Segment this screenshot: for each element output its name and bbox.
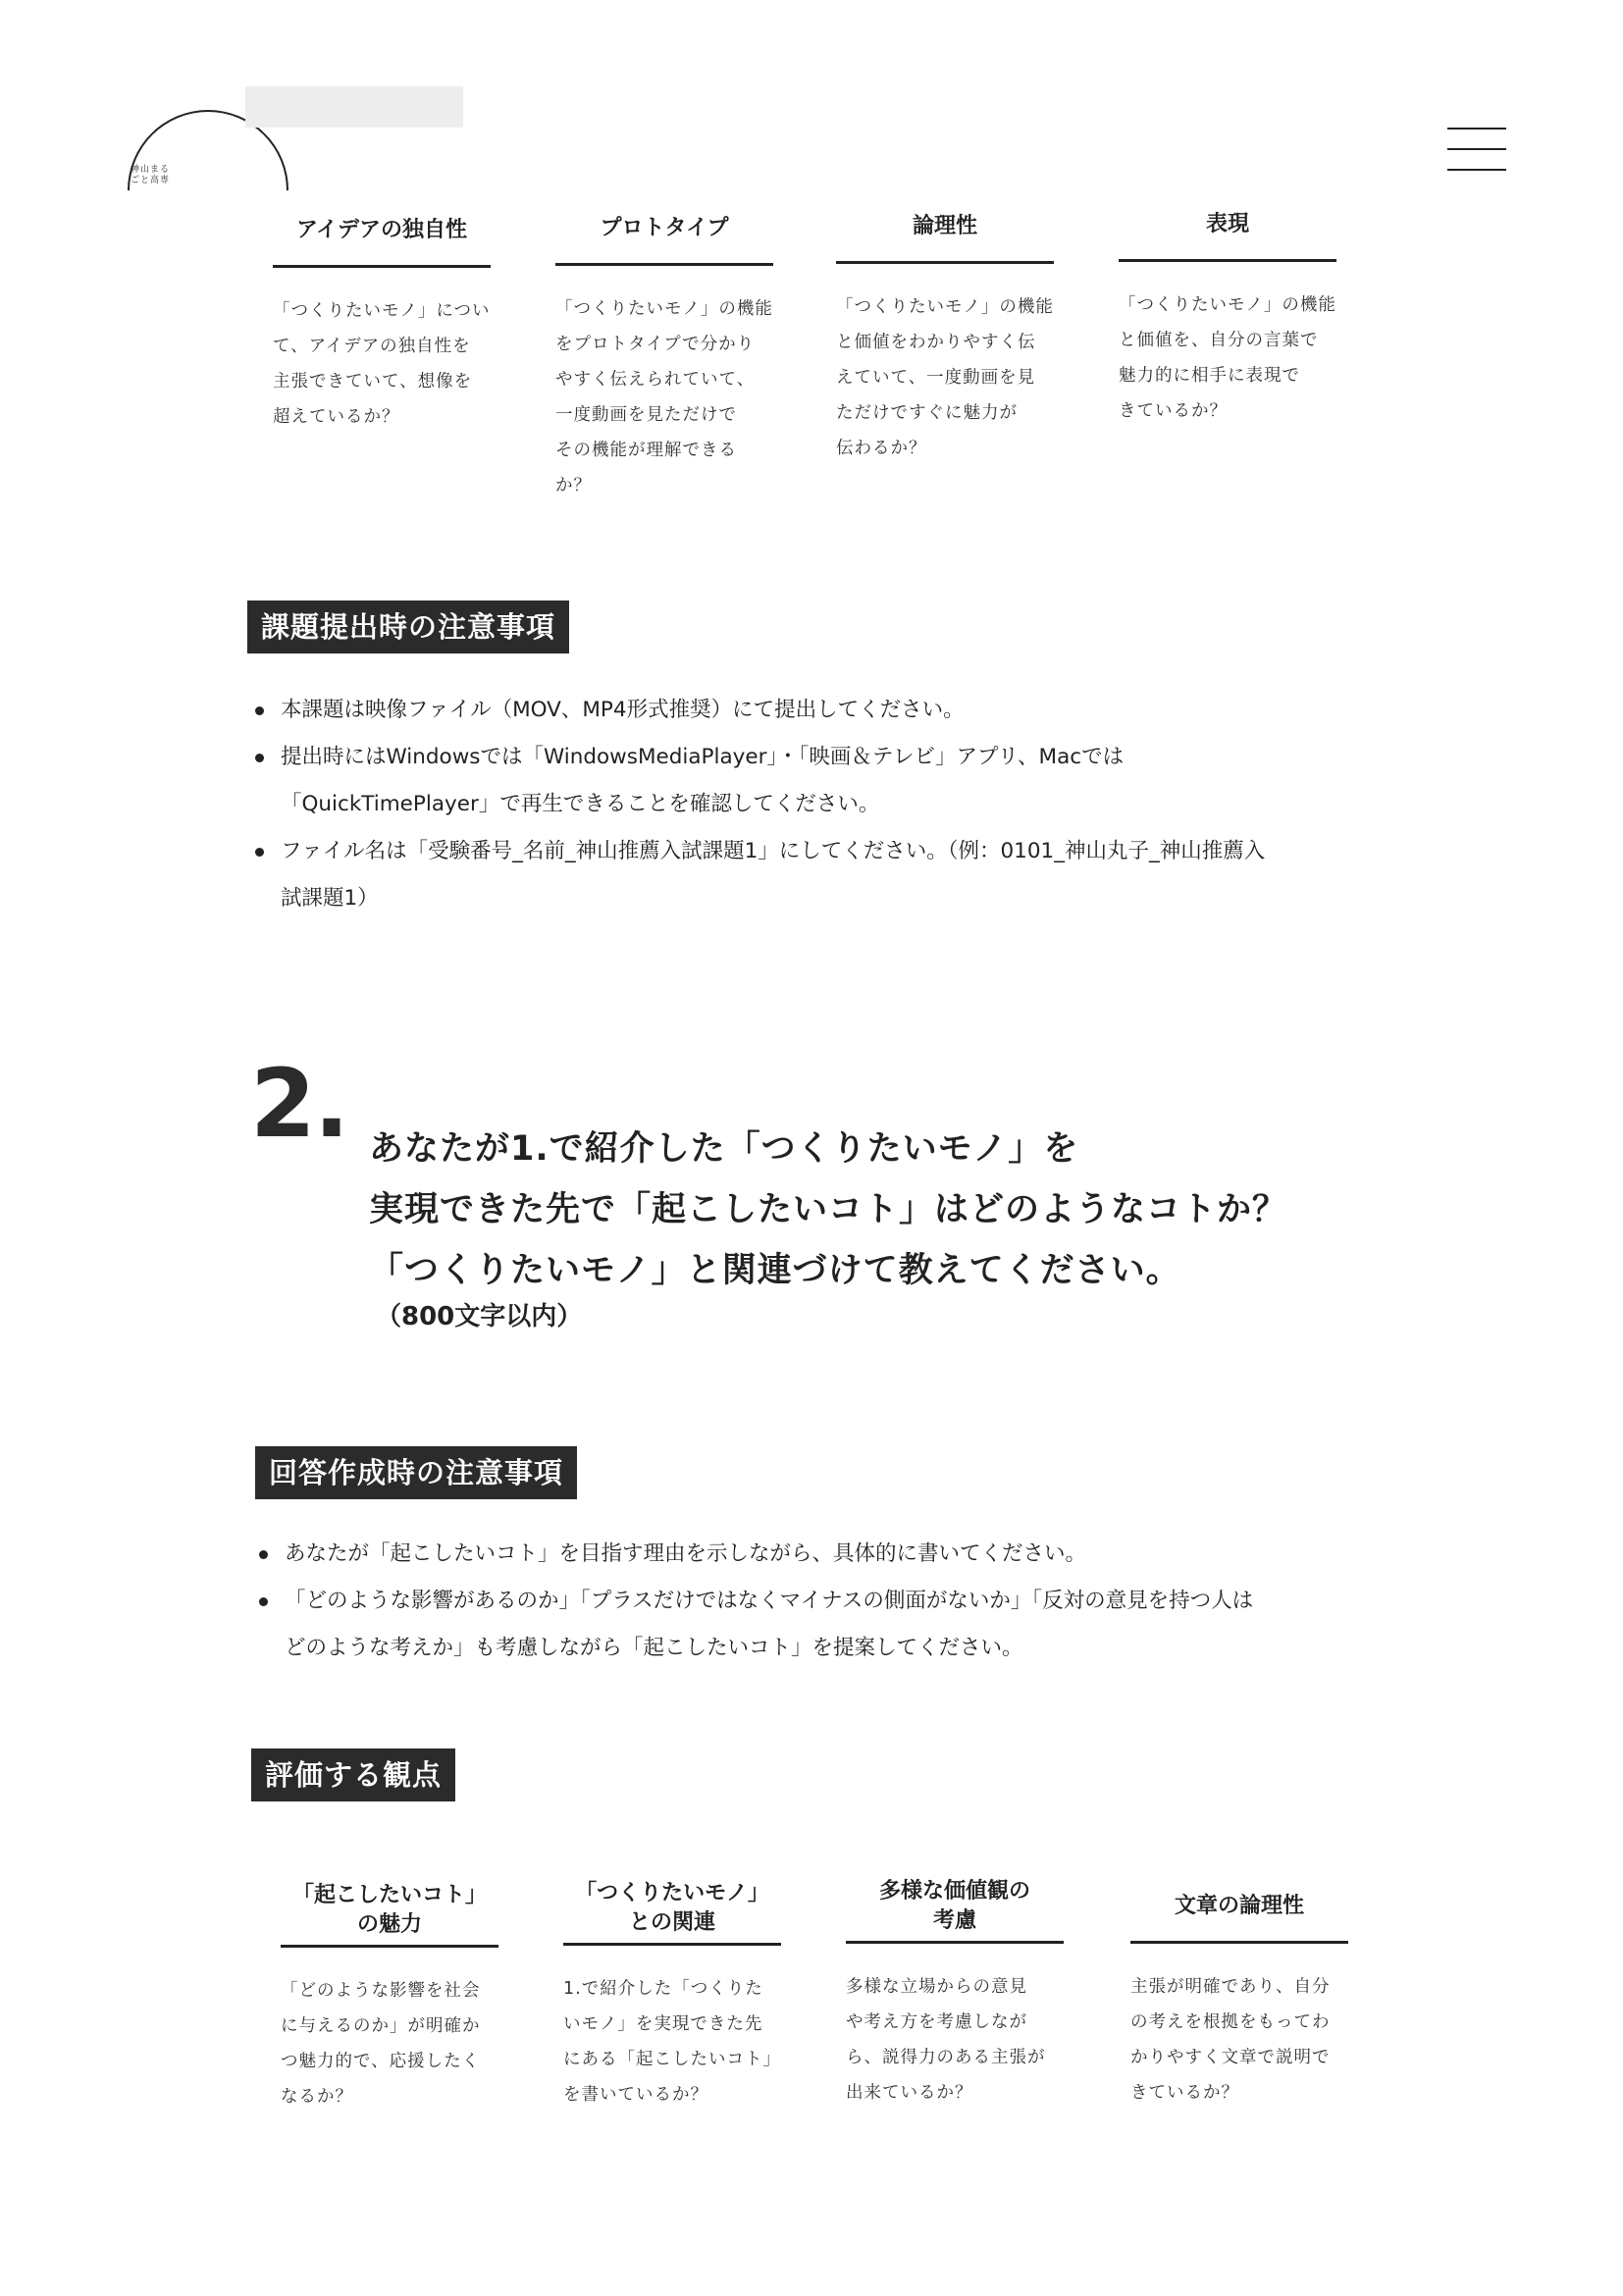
logo-text: 神山まるごと高専: [131, 165, 171, 185]
criterion-description: 多様な立場からの意見 や考え方を考慮しなが ら、説得力のある主張が 出来ているか？: [846, 1977, 1046, 2103]
criterion-originality: [273, 200, 491, 435]
menu-icon[interactable]: [1447, 128, 1506, 172]
criterion-title: 文章の論理性: [1174, 1894, 1304, 1918]
list-item: あなたが「起こしたいコト」を目指す理由を示しながら、具体的に書いてください。: [257, 1531, 1386, 1578]
criterion-writing-logic: [1130, 1876, 1348, 2111]
criterion-relation: [563, 1878, 781, 2113]
criterion-appeal: [281, 1880, 498, 2114]
criterion-title: アイデアの独自性: [295, 218, 468, 242]
submission-notes-list: [253, 687, 1382, 922]
criterion-title: プロトタイプ: [600, 216, 729, 240]
question-character-limit: （800文字以内）: [376, 1302, 583, 1331]
answer-notes-list: [257, 1531, 1386, 1672]
section-heading-evaluation: 評価する観点: [251, 1748, 455, 1801]
criterion-description: 「つくりたいモノ」の機能 と価値をわかりやすく伝 えていて、一度動画を見 ただけですぐに魅力が 伝わるか？: [836, 297, 1054, 458]
criterion-title: 表現: [1205, 212, 1249, 236]
criterion-description: 「つくりたいモノ」の機能 をプロトタイプで分かり やすく伝えられていて、 一度動画を見ただけで その機能が理解できる か？: [555, 299, 773, 496]
criterion-title: 「つくりたいモノ」 との関連: [575, 1881, 769, 1935]
criterion-logic: [836, 196, 1054, 466]
criterion-description: 「どのような影響を社会 に与えるのか」が明確か つ魅力的で、応援したく なるか？: [281, 1981, 481, 2107]
criterion-divider: [563, 1943, 781, 1946]
faded-header-title: [245, 86, 463, 128]
criterion-title: 論理性: [912, 214, 977, 238]
question-text: あなたが1.で紹介した「つくりたいモノ」を 実現できた先で「起こしたいコト」はどのようなコトか？ 「つくりたいモノ」と関連づけて教えてください。: [369, 1129, 1288, 1290]
criterion-divider: [1130, 1941, 1348, 1944]
section-heading-answer: 回答作成時の注意事項: [255, 1446, 577, 1499]
criterion-description: 「つくりたいモノ」につい て、アイデアの独自性を 主張できていて、想像を 超えているか？: [273, 301, 491, 427]
list-item: 提出時にはWindowsでは「WindowsMediaPlayer」・「映画＆テレビ」アプリ、Macでは 「QuickTimePlayer」で再生できることを確認してください。: [253, 734, 1382, 828]
criterion-expression: [1119, 194, 1336, 429]
criterion-title: 多様な価値観の 考慮: [878, 1879, 1030, 1933]
criterion-description: 1.で紹介した「つくりた いモノ」を実現できた先 にある「起こしたいコト」 を書いているか？: [563, 1979, 781, 2105]
criterion-divider: [846, 1941, 1064, 1944]
list-item: 「どのような影響があるのか」「プラスだけではなくマイナスの側面がないか」「反対の意見を持つ人は どのような考えか」も考慮しながら「起こしたいコト」を提案してください。: [257, 1578, 1386, 1672]
criterion-divider: [273, 265, 491, 268]
list-item: 本課題は映像ファイル（MOV、MP4形式推奨）にて提出してください。: [253, 687, 1382, 734]
criterion-divider: [836, 261, 1054, 264]
criterion-description: 主張が明確であり、自分 の考えを根拠をもってわ かりやすく文章で説明で きているか？: [1130, 1977, 1331, 2103]
list-item: ファイル名は「受験番号_名前_神山推薦入試課題1」にしてください。（例：0101_神山丸子_神山推薦入 試課題1）: [253, 828, 1382, 922]
criterion-diversity: [846, 1876, 1064, 2111]
section-heading-submission: 課題提出時の注意事項: [247, 600, 569, 653]
criterion-divider: [281, 1945, 498, 1948]
criterion-title: 「起こしたいコト」 の魅力: [291, 1883, 487, 1937]
question-number: 2.: [250, 1049, 348, 1159]
criterion-description: 「つくりたいモノ」の機能 と価値を、自分の言葉で 魅力的に相手に表現で きているか？: [1119, 295, 1336, 421]
criterion-divider: [1119, 259, 1336, 262]
criterion-divider: [555, 263, 773, 266]
criterion-prototype: [555, 198, 773, 503]
